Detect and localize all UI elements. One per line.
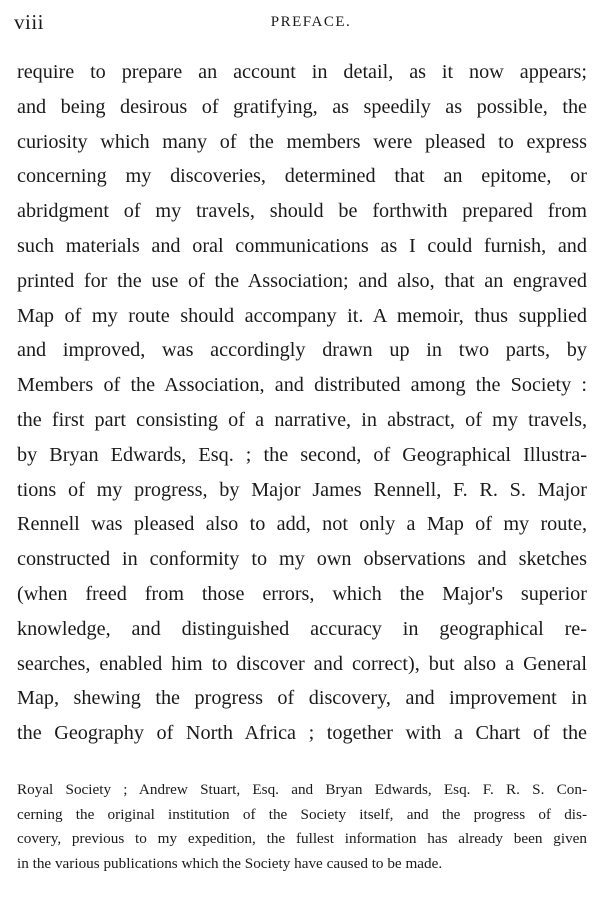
body-line: concerning my discoveries, determined that an epitome, or — [17, 165, 587, 188]
body-line: tions of my progress, by Major James Rennell, F. R. S. Major — [17, 478, 587, 501]
body-line: Rennell was pleased also to add, not only a Map of my route, — [17, 513, 587, 536]
body-line: Map of my route should accompany it. A memoir, thus supplied — [17, 304, 587, 327]
body-line: abridgment of my travels, should be forthwith prepared from — [17, 200, 587, 223]
body-line: constructed in conformity to my own observations and sketches — [17, 548, 587, 571]
body-line: Map, shewing the progress of discovery, and improvement in — [17, 687, 587, 710]
body-line: the Geography of North Africa ; together with a Chart of the — [17, 722, 587, 745]
body-line: Members of the Association, and distributed among the Society : — [17, 374, 587, 397]
body-line: by Bryan Edwards, Esq. ; the second, of Geographical Illustra- — [17, 443, 587, 466]
footnote-line: in the various publications which the Society have caused to be made. — [17, 855, 443, 873]
body-line: searches, enabled him to discover and correct), but also a General — [17, 652, 587, 675]
body-line: require to prepare an account in detail, as it now appears; — [17, 61, 587, 83]
body-line: and improved, was accordingly drawn up in two parts, by — [17, 339, 587, 362]
body-text — [17, 55, 587, 751]
body-line: curiosity which many of the members were pleased to express — [17, 130, 587, 153]
footnote-line: covery, previous to my expedition, the fullest information has already been given — [17, 830, 587, 848]
body-line: printed for the use of the Association; and also, that an engraved — [17, 269, 587, 292]
footnote — [17, 778, 587, 877]
body-line: knowledge, and distinguished accuracy in geographical re- — [17, 617, 587, 640]
running-title: PREFACE. — [270, 14, 352, 30]
running-head — [14, 10, 590, 36]
body-line: (when freed from those errors, which the Major's superior — [17, 582, 587, 605]
footnote-line: Royal Society ; Andrew Stuart, Esq. and Bryan Edwards, Esq. F. R. S. Con- — [17, 781, 587, 798]
footnote-line: cerning the original institution of the Society itself, and the progress of dis- — [17, 805, 587, 823]
page-number: viii — [14, 10, 45, 34]
body-line: and being desirous of gratifying, as speedily as possible, the — [17, 95, 587, 118]
body-line: such materials and oral communications as I could furnish, and — [17, 234, 587, 257]
body-line: the first part consisting of a narrative, in abstract, of my travels, — [17, 408, 587, 431]
